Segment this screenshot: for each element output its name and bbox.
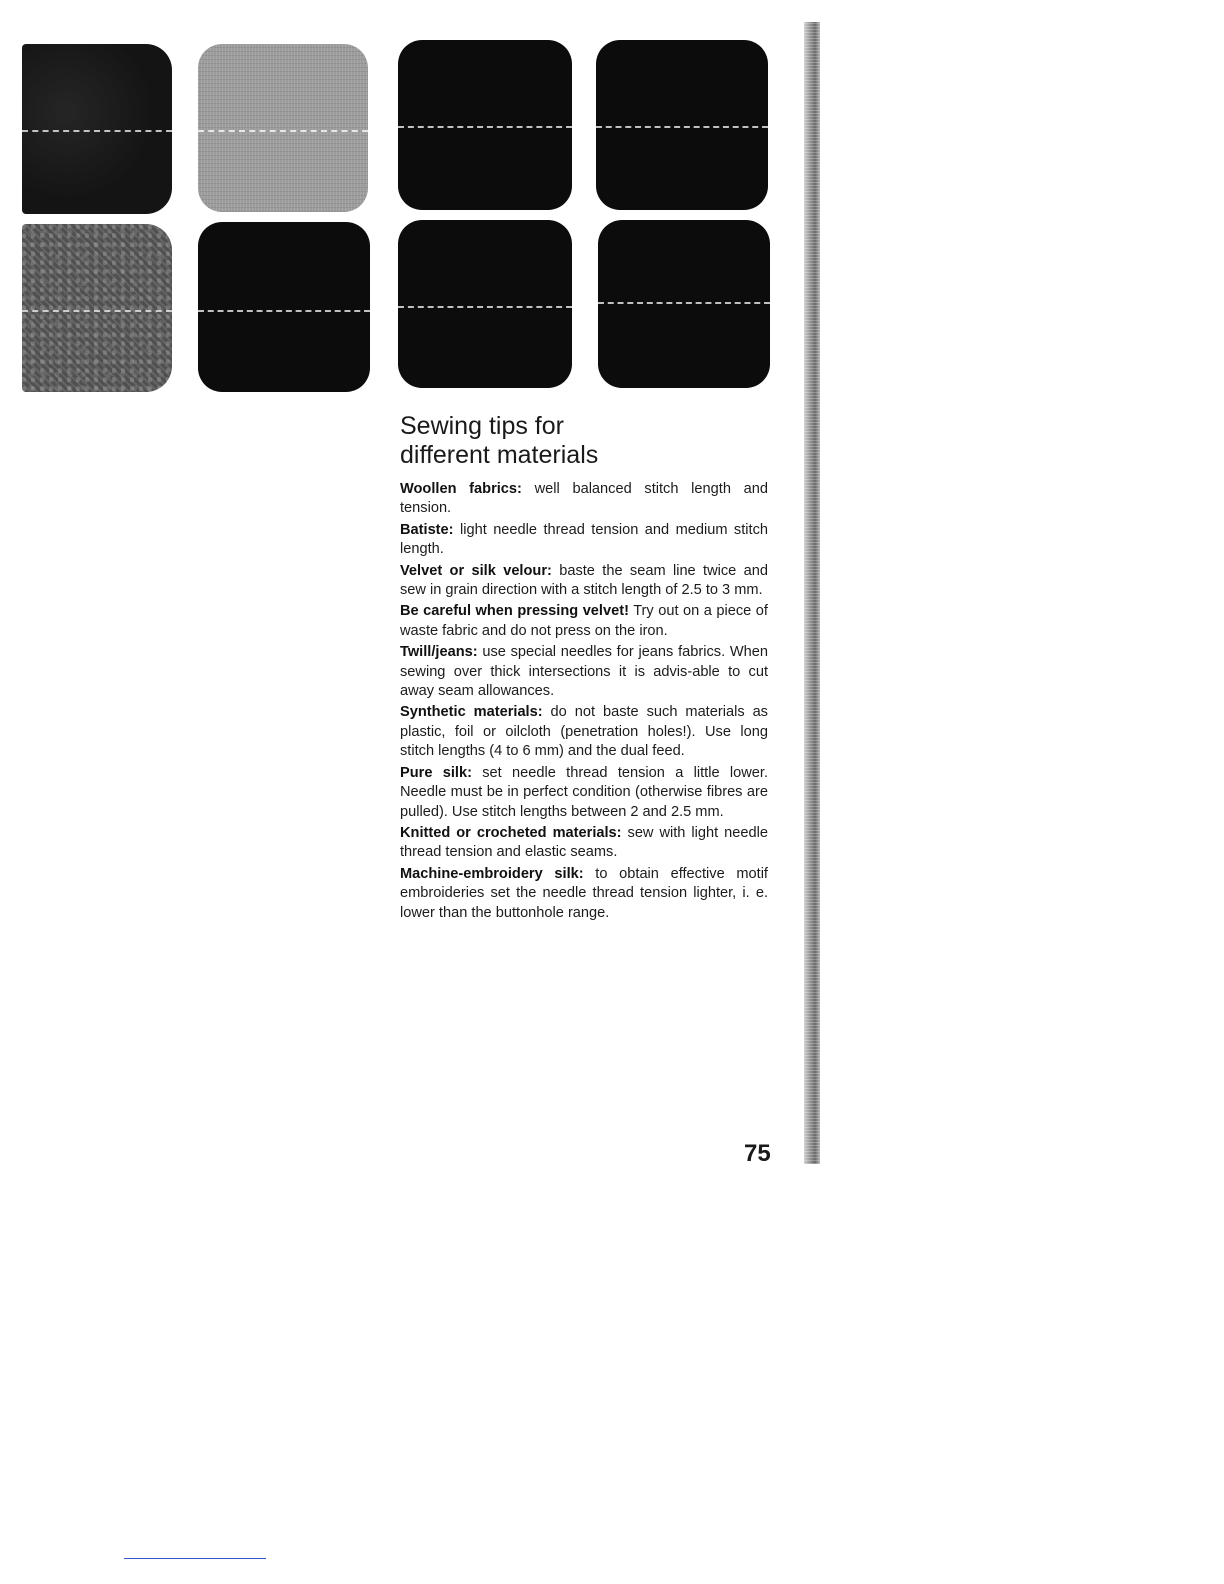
page-number: 75	[744, 1140, 771, 1167]
tip-synthetic-materials	[400, 703, 768, 761]
tip-term: Pure silk:	[400, 764, 472, 781]
tip-term: Be careful when pressing velvet!	[400, 603, 629, 620]
tip-term: Machine-embroidery silk:	[400, 865, 584, 882]
tip-text: set needle thread tension a little lower. Needle must be in perfect condition (otherwise fibres are pulled). Use stitch lengths between 2 and 2.5 mm.	[400, 764, 768, 820]
bottom-divider	[124, 1558, 266, 1559]
tip-term: Velvet or silk velour:	[400, 562, 552, 579]
tip-term: Knitted or crocheted materials:	[400, 824, 622, 841]
sewing-tips-list	[400, 480, 768, 925]
tip-pressing-velvet	[400, 602, 768, 641]
tip-twill-jeans	[400, 643, 768, 701]
page-title	[400, 412, 780, 470]
fabric-sample-7-photo	[398, 220, 572, 388]
fabric-sample-1-photo	[22, 44, 172, 214]
tip-text: to obtain effective motif embroideries set the needle thread tension lighter, i. e. lower than the buttonhole range.	[400, 865, 768, 921]
tip-term: Twill/jeans:	[400, 644, 478, 661]
page-edge-bar	[804, 22, 820, 1164]
stitch-seam-line	[398, 126, 572, 128]
tip-text: well balanced stitch length and tension.	[400, 481, 768, 517]
tip-text: baste the seam line twice and sew in grain direction with a stitch length of 2.5 to 3 mm.	[400, 562, 768, 599]
stitch-seam-line	[596, 126, 768, 128]
page-title-line-2: different materials	[400, 441, 599, 469]
tip-text: sew with light needle thread tension and elastic seams.	[400, 824, 768, 861]
tip-term: Synthetic materials:	[400, 704, 543, 721]
stitch-seam-line	[22, 310, 172, 312]
tip-machine-embroidery-silk	[400, 865, 768, 923]
stitch-seam-line	[398, 306, 572, 308]
fabric-sample-4-photo	[596, 40, 768, 210]
tip-term: Batiste:	[400, 521, 454, 538]
tip-batiste	[400, 521, 768, 560]
page-title-line-1: Sewing tips for	[400, 412, 564, 440]
tip-text: light needle thread tension and medium stitch length.	[400, 521, 768, 558]
stitch-seam-line	[198, 130, 368, 132]
tip-pure-silk	[400, 764, 768, 822]
tip-knitted-materials	[400, 824, 768, 863]
fabric-sample-5-photo	[22, 224, 172, 392]
stitch-seam-line	[598, 302, 770, 304]
tip-term: Woollen fabrics:	[400, 481, 522, 497]
stitch-seam-line	[22, 130, 172, 132]
tip-woollen-fabrics	[400, 480, 768, 519]
tip-text: do not baste such materials as plastic, foil or oilcloth (penetration holes!). Use long stitch lengths (4 to 6 mm) and the dual feed.	[400, 704, 768, 760]
tip-text: use special needles for jeans fabrics. When sewing over thick intersections it is advis-able to cut away seam allowances.	[400, 644, 768, 700]
fabric-sample-8-photo	[598, 220, 770, 388]
fabric-sample-2-photo	[198, 44, 368, 212]
tip-text: Try out on a piece of waste fabric and do not press on the iron.	[400, 603, 768, 639]
fabric-sample-6-photo	[198, 222, 370, 392]
tip-velvet	[400, 562, 768, 601]
stitch-seam-line	[198, 310, 370, 312]
fabric-sample-3-photo	[398, 40, 572, 210]
